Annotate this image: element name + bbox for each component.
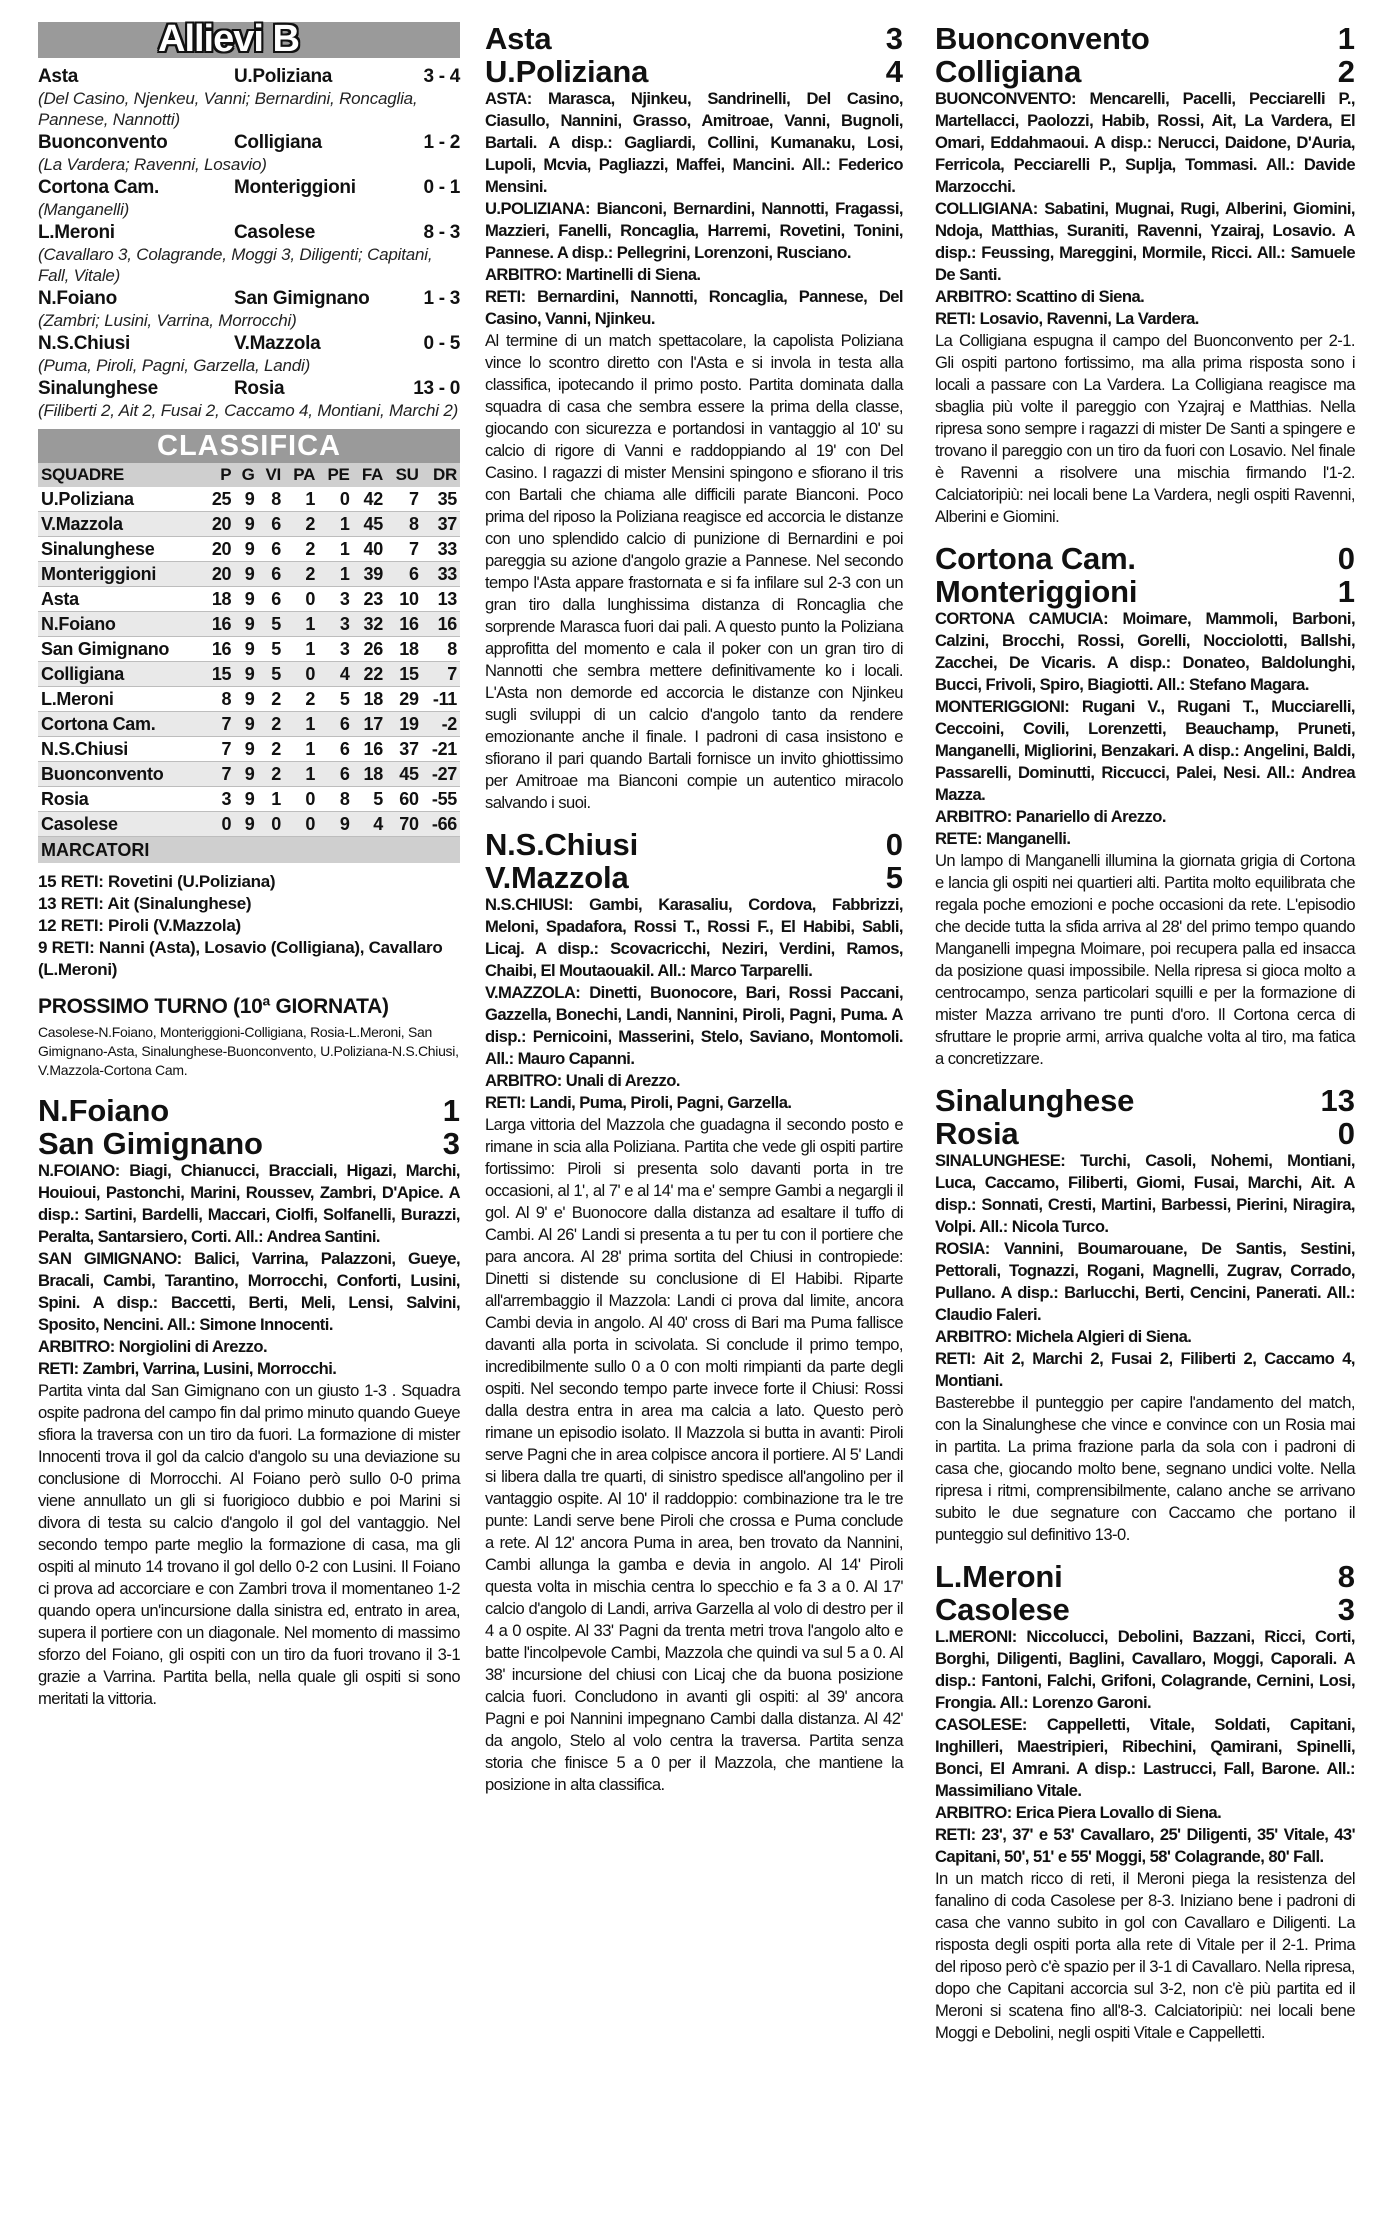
table-cell: 18	[203, 587, 234, 612]
classifica-header-row	[38, 463, 460, 487]
table-cell: 0	[284, 662, 318, 687]
prossimo-turno-text: Casolese-N.Foiano, Monteriggioni-Colligiana, Rosia-L.Meroni, San Gimignano-Asta, Sinalunghese-Buonconvento, U.Poliziana-N.S.Chiusi, V.Mazzola-Cortona Cam.	[38, 1024, 459, 1078]
table-row	[38, 787, 460, 812]
col3-matches	[935, 22, 1355, 2044]
table-cell: L.Meroni	[38, 687, 203, 712]
table-cell: 0	[258, 812, 284, 837]
match-away-team: U.Poliziana	[485, 54, 649, 89]
match-text: Un lampo di Manganelli illumina la giornata grigia di Cortona e lancia gli ospiti nei quartieri alti. Partita molto equilibrata che regala poche emozioni e poche occasioni da rete. L'episodio che decide tutta la sfida arriva al 28' del primo tempo quando Manganelli impegna Moimare, poi recupera palla ed insacca da posizione quasi impossibile. Nella ripresa si gioca molto a centrocampo, senza particolari squilli e per la formazione di mister Mazza arrivano tre punti d'oro. Il Cortona cerca di sfruttare le proprie armi, arriva qualche volta al tiro, ma fatica a concretizzare.	[935, 851, 1355, 1068]
match-home-row	[485, 828, 903, 861]
match-home-team: Asta	[485, 21, 552, 56]
table-cell: 1	[318, 562, 353, 587]
table-row	[38, 612, 460, 637]
marcatori-item: 12 RETI: Piroli (V.Mazzola)	[38, 916, 241, 935]
classifica-header-cell: SU	[386, 463, 422, 487]
table-cell: 6	[258, 512, 284, 537]
match-lineup: N.FOIANO: Biagi, Chianucci, Bracciali, Higazi, Marchi, Houioui, Pastonchi, Marini, Roussev, Zambri, D'Apice. A disp.: Sartini, Bardelli, Maccari, Ciolfi, Solfanelli, Burazzi, Peralta, Santarsiero, Corti. All.: Andrea Santini.	[38, 1161, 460, 1246]
table-cell: 20	[203, 537, 234, 562]
match-lineup: V.MAZZOLA: Dinetti, Buonocore, Bari, Rossi Paccani, Gazzella, Bonechi, Landi, Nannini, Piroli, Pagni, Puma. A disp.: Pernicoini, Masserini, Stelo, Saviano, Montomoli. All.: Mauro Capanni.	[485, 983, 903, 1068]
section-header	[38, 18, 460, 60]
table-cell: 2	[284, 512, 318, 537]
table-cell: 15	[386, 662, 422, 687]
match-text: Larga vittoria del Mazzola che guadagna il secondo posto e rimane in scia alla Poliziana. Partita che vede gli ospiti partire fortissimo: Piroli si presenta solo davanti porta in tre occasioni, al 1', al 7' e al 14' ma e' sempre Gambi a negargli il gol. Al 9' e' Buonocore dalla distanza ad esaltare il tuffo di Cambi. Al 26' Landi si presenta a tu per tu con il portiere che para ancora. Al 28' prima sortita del Chiusi in contropiede: Dinetti si distende su conclusione di El Habibi. Riparte all'arrembaggio il Mazzola: Landi ci prova dal limite, ancora Cambi devia in angolo. Al 40' cross di Bari ma Puma fallisce davanti alla porta in scivolata. Si conclude il primo tempo, incredibilmente sullo 0 a 0 con molti rimpianti da parte degli ospiti. Nel secondo tempo parte invece forte il Chiusi: Rossi dalla destra entra in area ma calcia a lato. Questo però rimane un episodio isolato. Il Mazzola si butta in avanti: Piroli serve Pagni che in area colpisce ancora il portiere. Al 5' Landi si libera dalla tre quarti, di sinistro spedisce all'angolino per il vantaggio ospite. Al 10' il raddoppio: combinazione tra le tre punte: Landi serve bene Piroli che crossa e Puma conclude a rete. Al 12' ancora Puma in area, ben trovato da Nannini, Cambi allunga la gamba e devia in angolo. Al 14' Piroli questa volta in mischia centra lo specchio e fa 3 a 0. Al 17' calcio d'angolo di Landi, arriva Garzella al volo di destro per il 4 a 0 ospite. Al 33' Pagni da trenta metri trova l'angolo alto e batte l'incolpevole Cambi, Mazzola che quindi va sul 5 a 0. Al 38' incursione del chiusi con Licaj che da buona posizione calcia fuori. Concludono in avanti gli ospiti: al 39' ancora Pagni e poi Nannini impegnano Cambi dalla distanza. Al 42' da angolo, Stelo al volo centra la traversa. Partita senza storia che finisce 5 a 0 per il Mazzola, che mantiene la posizione in alta classifica.	[485, 1115, 903, 1794]
classifica-header-cell: P	[203, 463, 234, 487]
match-away-row	[935, 575, 1355, 608]
classifica-header-cell: SQUADRE	[38, 463, 203, 487]
match-home-score: 1	[1337, 21, 1355, 56]
classifica-title: CLASSIFICA	[38, 429, 460, 463]
match-lineup: U.POLIZIANA: Bianconi, Bernardini, Nannotti, Fragassi, Mazzieri, Fanelli, Roncaglia, Harremi, Rovetini, Tonini, Pannese. A disp.: Pellegrini, Lorenzoni, Rusciano.	[485, 199, 903, 262]
marcatori-title: MARCATORI	[38, 837, 460, 863]
match-report	[935, 22, 1355, 528]
table-cell: 25	[203, 487, 234, 512]
table-cell: 6	[386, 562, 422, 587]
match-away-team: V.Mazzola	[485, 860, 629, 895]
match-away-row	[485, 861, 903, 894]
table-row	[38, 812, 460, 837]
match-lineup: ARBITRO: Michela Algieri di Siena.	[935, 1327, 1192, 1346]
match-home-row	[485, 22, 903, 55]
match-home-score: 0	[1337, 541, 1355, 576]
table-cell: 1	[318, 512, 353, 537]
table-cell: 0	[203, 812, 234, 837]
match-lineup: ROSIA: Vannini, Boumarouane, De Santis, Sestini, Pettorali, Tognazzi, Rogani, Magnelli, Zugrav, Corrado, Pullano. A disp.: Barlucchi, Berti, Cencini, Panerati. All.: Claudio Faleri.	[935, 1239, 1355, 1324]
result-away: Monteriggioni	[234, 177, 356, 198]
match-lineup: RETI: Ait 2, Marchi 2, Fusai 2, Filiberti 2, Caccamo 4, Montiani.	[935, 1349, 1355, 1390]
result-home: N.Foiano	[38, 288, 117, 309]
match-text: La Colligiana espugna il campo del Buonconvento per 2-1. Gli ospiti partono fortissimo, ma alla prima risposta sono i locali a passare con La Vardera. La Colligiana reagisce ma sbaglia più volte il pareggio con Yzajraj e Matthias. Nella ripresa sono sempre i ragazzi di mister De Santi a spingere e trovano il pareggio con un tiro da fuori con Losavio. Nel finale è Ravenni a risolvere una mischia firmando l'1-2. Calciatoripiù: nei locali bene La Vardera, negli ospiti Ravenni, Alberini e Giomini.	[935, 331, 1355, 526]
table-cell: 23	[353, 587, 386, 612]
table-cell: 6	[258, 562, 284, 587]
table-cell: 9	[234, 612, 257, 637]
table-cell: 5	[258, 637, 284, 662]
results-list	[38, 66, 460, 421]
table-cell: 9	[234, 687, 257, 712]
table-cell: 19	[386, 712, 422, 737]
result-score: 0 - 1	[423, 177, 460, 198]
match-text: Al termine di un match spettacolare, la capolista Poliziana vince lo scontro diretto con l'Asta e si invola in testa alla classifica, ipotecando il primo posto. Partita dominata dalla squadra di casa che sembra essere la prima della classe, giocando con sicurezza e portandosi in vantaggio al 10' su calcio di rigore di Vanni e raddoppiando al 19' con Del Casino. I ragazzi di mister Mensini spingono e sfiorano il tris con Bartali che chiama alle difficili parate Bianconi. Poco prima del riposo la Poliziana reagisce ed accorcia le distanze con uno splendido calcio di punizione di Bernardini e poi pareggia su azione d'angolo grazie a Pannese. Nel secondo tempo l'Asta appare frastornata e si fa infilare sul 2-3 con un gran tiro dalla lunghissima distanza di Roncaglia che sorprende Marasca fuori dai pali. A questo punto la Poliziana approfitta del momento e cala il poker con un gran tiro di Nannotti che sembra mettere definitivamente ko i locali. L'Asta non demorde ed accorcia le distanze con Njinkeu sugli sviluppi di un calcio d'angolo tanto da rendere emozionante anche il finale. I padroni di casa insistono e sfiorano il pari quando Bartali fornisce un invito ghiottissimo per Amitroae ma Bianconi compie un autentico miracolo salvando i suoi.	[485, 331, 903, 812]
table-cell: 3	[318, 587, 353, 612]
table-row	[38, 712, 460, 737]
table-cell: 35	[422, 487, 460, 512]
table-cell: 15	[203, 662, 234, 687]
table-cell: 18	[386, 637, 422, 662]
table-cell: 37	[386, 737, 422, 762]
table-cell: 22	[353, 662, 386, 687]
marcatori-item: 9 RETI: Nanni (Asta), Losavio (Colligiana), Cavallaro (L.Meroni)	[38, 938, 443, 979]
section-title: Allievi B	[158, 18, 299, 60]
match-lineup: RETI: Zambri, Varrina, Lusini, Morrocchi.	[38, 1359, 337, 1378]
match-report	[485, 22, 903, 814]
result-score: 1 - 2	[423, 132, 460, 153]
table-cell: Buonconvento	[38, 762, 203, 787]
match-home-team: N.Foiano	[38, 1093, 169, 1128]
table-cell: 0	[318, 487, 353, 512]
table-cell: 9	[234, 812, 257, 837]
table-cell: 5	[258, 662, 284, 687]
table-row	[38, 487, 460, 512]
table-cell: -66	[422, 812, 460, 837]
table-cell: -21	[422, 737, 460, 762]
table-cell: 8	[422, 637, 460, 662]
result-row	[38, 132, 460, 154]
match-away-team: Casolese	[935, 1592, 1070, 1627]
table-cell: 9	[234, 562, 257, 587]
match-report	[935, 542, 1355, 1070]
match-away-team: Colligiana	[935, 54, 1082, 89]
table-cell: 9	[234, 487, 257, 512]
result-home: Cortona Cam.	[38, 177, 159, 198]
table-cell: Colligiana	[38, 662, 203, 687]
table-cell: 1	[284, 487, 318, 512]
classifica-header-cell: FA	[353, 463, 386, 487]
table-cell: 9	[234, 537, 257, 562]
match-lineup: ARBITRO: Panariello di Arezzo.	[935, 807, 1166, 826]
match-home-row	[935, 1084, 1355, 1117]
table-cell: 9	[234, 712, 257, 737]
prossimo-turno-title: PROSSIMO TURNO (10ª GIORNATA)	[38, 995, 389, 1018]
table-cell: 42	[353, 487, 386, 512]
table-cell: 16	[203, 612, 234, 637]
table-row	[38, 737, 460, 762]
table-cell: N.Foiano	[38, 612, 203, 637]
table-cell: San Gimignano	[38, 637, 203, 662]
result-scorers: (Zambri; Lusini, Varrina, Morrocchi)	[38, 311, 297, 330]
table-cell: 7	[422, 662, 460, 687]
match-home-score: 13	[1320, 1083, 1355, 1118]
table-cell: 33	[422, 562, 460, 587]
match-text: In un match ricco di reti, il Meroni piega la resistenza del fanalino di coda Casolese per 8-3. Iniziano bene i padroni di casa che vanno subito in gol con Cavallaro e Diligenti. La risposta degli ospiti porta alla rete di Vitale per il 2-1. Prima del riposo però c'è spazio per il 3-1 di Cavallaro. Nella ripresa, dopo che Capitani accorcia sul 3-2, non c'è più partita ed il Meroni si scatena fino all'8-3. Calciatoripiù: nei locali bene Moggi e Debolini, negli ospiti Vitale e Cappelletti.	[935, 1869, 1355, 2042]
table-row	[38, 587, 460, 612]
match-lineup: L.MERONI: Niccolucci, Debolini, Bazzani, Ricci, Corti, Borghi, Diligenti, Baglini, Cavallaro, Moggi, Caporali. A disp.: Fantoni, Falchi, Grifoni, Colagrande, Cernini, Losi, Frongia. All.: Lorenzo Garoni.	[935, 1627, 1355, 1712]
table-cell: 40	[353, 537, 386, 562]
match-lineup: SINALUNGHESE: Turchi, Casoli, Nohemi, Montiani, Luca, Caccamo, Filiberti, Giomi, Fusai, Marchi, Ait. A disp.: Sonnati, Cresti, Martini, Barbessi, Pierini, Niragira, Volpi. All.: Nicola Turco.	[935, 1151, 1355, 1236]
match-report	[38, 1094, 460, 1710]
column-left	[38, 18, 460, 1710]
match-lineup: ARBITRO: Unali di Arezzo.	[485, 1071, 680, 1090]
match-lineup: MONTERIGGIONI: Rugani V., Rugani T., Mucciarelli, Ceccoini, Covili, Lorenzetti, Beauchamp, Pruneti, Manganelli, Migliorini, Benzakari. A disp.: Angelini, Baldi, Passarelli, Dominutti, Riccucci, Palei, Nesi. All.: Andrea Mazza.	[935, 697, 1355, 804]
match-home-row	[935, 542, 1355, 575]
table-cell: 8	[386, 512, 422, 537]
table-cell: 33	[422, 537, 460, 562]
table-cell: 9	[234, 662, 257, 687]
match-home-team: Buonconvento	[935, 21, 1150, 56]
table-cell: 1	[318, 537, 353, 562]
table-cell: 26	[353, 637, 386, 662]
table-cell: 10	[386, 587, 422, 612]
match-away-row	[935, 1117, 1355, 1150]
match-report	[935, 1560, 1355, 2044]
result-scorers: (La Vardera; Ravenni, Losavio)	[38, 155, 267, 174]
table-cell: 8	[203, 687, 234, 712]
result-score: 0 - 5	[423, 333, 460, 354]
table-cell: 9	[318, 812, 353, 837]
table-cell: 8	[258, 487, 284, 512]
match-home-score: 1	[442, 1093, 460, 1128]
result-home: L.Meroni	[38, 222, 115, 243]
classifica-header-cell: G	[234, 463, 257, 487]
table-cell: 6	[318, 712, 353, 737]
match-text: Partita vinta dal San Gimignano con un giusto 1-3 . Squadra ospite padrona del campo fin dal primo minuto quando Gueye sfiora la traversa con un tiro da fuori. La formazione di mister Innocenti trova il gol da calcio d'angolo su una deviazione su conclusione di Morrocchi. Al Foiano però sullo 0-0 prima viene annullato un gli si fuorigioco dubbio e poi Marini si divora di testa su calcio d'angolo il gol del vantaggio. Nel secondo tempo parte meglio la formazione di casa, ma gli ospiti al minuto 14 trovano il gol dello 0-2 con Lusini. Il Foiano ci prova ad accorciare e con Zambri trova il momentaneo 1-2 quando opera un'incursione dalla sinistra ed, entrato in area, supera il portiere con un diagonale. Nel momento di massimo sforzo del Foiano, gli ospiti con un tiro da fuori trovano il 3-1 grazie a Varrina. Partita bella, nella quale gli ospiti si sono meritati la vittoria.	[38, 1381, 460, 1708]
col2-matches	[485, 22, 903, 1796]
table-cell: 9	[234, 762, 257, 787]
match-lineup: RETI: Landi, Puma, Piroli, Pagni, Garzella.	[485, 1093, 792, 1112]
table-row	[38, 762, 460, 787]
result-row	[38, 378, 460, 400]
match-away-team: Rosia	[935, 1116, 1019, 1151]
table-row	[38, 662, 460, 687]
table-cell: 9	[234, 512, 257, 537]
table-cell: N.S.Chiusi	[38, 737, 203, 762]
result-away: V.Mazzola	[234, 333, 321, 354]
match-away-row	[935, 55, 1355, 88]
table-cell: 1	[284, 612, 318, 637]
result-score: 8 - 3	[423, 222, 460, 243]
table-cell: 6	[258, 587, 284, 612]
result-scorers: (Del Casino, Njenkeu, Vanni; Bernardini, Roncaglia, Pannese, Nannotti)	[38, 89, 418, 129]
table-cell: -11	[422, 687, 460, 712]
table-cell: 2	[284, 562, 318, 587]
table-cell: 18	[353, 762, 386, 787]
match-lineup: ARBITRO: Erica Piera Lovallo di Siena.	[935, 1803, 1222, 1822]
table-cell: 7	[203, 737, 234, 762]
match-lineup: ARBITRO: Martinelli di Siena.	[485, 265, 701, 284]
classifica-table	[38, 463, 460, 837]
table-cell: 60	[386, 787, 422, 812]
column-right	[935, 22, 1355, 2044]
col1-matches	[38, 1094, 460, 1710]
result-scorers: (Puma, Piroli, Pagni, Garzella, Landi)	[38, 356, 311, 375]
match-away-score: 3	[442, 1126, 460, 1161]
result-row	[38, 222, 460, 244]
table-cell: 16	[353, 737, 386, 762]
table-cell: Monteriggioni	[38, 562, 203, 587]
table-cell: -2	[422, 712, 460, 737]
table-cell: V.Mazzola	[38, 512, 203, 537]
table-cell: 5	[318, 687, 353, 712]
table-row	[38, 512, 460, 537]
table-cell: 9	[234, 737, 257, 762]
match-away-row	[38, 1127, 460, 1160]
marcatori-item: 13 RETI: Ait (Sinalunghese)	[38, 894, 252, 913]
table-cell: 70	[386, 812, 422, 837]
match-lineup: CASOLESE: Cappelletti, Vitale, Soldati, Capitani, Inghilleri, Maestripieri, Ribechini, Qamirani, Spinelli, Bonci, El Amrani. A disp.: Lastrucci, Fall, Barone. All.: Massimiliano Vitale.	[935, 1715, 1355, 1800]
table-cell: 2	[258, 762, 284, 787]
table-row	[38, 687, 460, 712]
column-middle	[485, 22, 903, 1796]
table-cell: 29	[386, 687, 422, 712]
table-cell: U.Poliziana	[38, 487, 203, 512]
table-cell: 4	[353, 812, 386, 837]
table-cell: 2	[258, 687, 284, 712]
match-away-row	[935, 1593, 1355, 1626]
table-cell: 17	[353, 712, 386, 737]
result-scorers: (Manganelli)	[38, 200, 130, 219]
table-cell: 6	[318, 737, 353, 762]
match-lineup: RETI: 23', 37' e 53' Cavallaro, 25' Diligenti, 35' Vitale, 43' Capitani, 50', 51' e 55' Moggi, 58' Colagrande, 80' Fall.	[935, 1825, 1355, 1866]
match-away-score: 1	[1337, 574, 1355, 609]
table-cell: 2	[284, 537, 318, 562]
match-lineup: RETI: Losavio, Ravenni, La Vardera.	[935, 309, 1199, 328]
match-lineup: BUONCONVENTO: Mencarelli, Pacelli, Pecciarelli P., Martellacci, Paolozzi, Habib, Rossi, Ait, La Vardera, El Omari, Eddahmaoui. A disp.: Nerucci, Daidone, D'Auria, Ferricola, Pecciarelli P., Suplja, Tommasi. All.: Davide Marzocchi.	[935, 89, 1355, 196]
match-away-score: 5	[885, 860, 903, 895]
table-cell: 3	[318, 637, 353, 662]
result-row	[38, 333, 460, 355]
match-lineup: ARBITRO: Scattino di Siena.	[935, 287, 1145, 306]
table-row	[38, 637, 460, 662]
match-away-team: San Gimignano	[38, 1126, 263, 1161]
match-lineup: ARBITRO: Norgiolini di Arezzo.	[38, 1337, 268, 1356]
table-row	[38, 537, 460, 562]
table-cell: 16	[386, 612, 422, 637]
table-cell: 5	[258, 612, 284, 637]
match-lineup: SAN GIMIGNANO: Balici, Varrina, Palazzoni, Gueye, Bracali, Cambi, Tarantino, Morrocchi, Conforti, Lusini, Spini. A disp.: Baccetti, Berti, Meli, Lensi, Salvini, Sposito, Nencini. All.: Simone Innocenti.	[38, 1249, 460, 1334]
table-cell: 3	[203, 787, 234, 812]
table-cell: 4	[318, 662, 353, 687]
table-cell: 32	[353, 612, 386, 637]
result-home: Asta	[38, 66, 78, 87]
result-row	[38, 288, 460, 310]
classifica-header-cell: DR	[422, 463, 460, 487]
result-home: Buonconvento	[38, 132, 168, 153]
table-cell: 9	[234, 587, 257, 612]
match-text: Basterebbe il punteggio per capire l'andamento del match, con la Sinalunghese che vince e convince con un Rosia mai in partita. La prima frazione parla da sola con i padroni di casa che, giocando molto bene, segnano undici volte. Nella ripresa i ritmi, comprensibilmente, calano anche se arrivano subito le due segnature con Caccamo che portano il punteggio sul definitivo 13-0.	[935, 1393, 1355, 1544]
match-home-team: N.S.Chiusi	[485, 827, 639, 862]
table-cell: Rosia	[38, 787, 203, 812]
table-cell: 18	[353, 687, 386, 712]
table-cell: 9	[234, 787, 257, 812]
table-cell: 45	[353, 512, 386, 537]
match-lineup: RETE: Manganelli.	[935, 829, 1071, 848]
match-home-team: L.Meroni	[935, 1559, 1063, 1594]
table-row	[38, 562, 460, 587]
match-home-score: 8	[1337, 1559, 1355, 1594]
match-away-row	[485, 55, 903, 88]
table-cell: 1	[258, 787, 284, 812]
table-cell: 0	[284, 812, 318, 837]
result-home: N.S.Chiusi	[38, 333, 131, 354]
match-home-row	[935, 1560, 1355, 1593]
result-away: San Gimignano	[234, 288, 370, 309]
match-report	[935, 1084, 1355, 1546]
match-lineup: COLLIGIANA: Sabatini, Mugnai, Rugi, Alberini, Giomini, Ndoja, Matthias, Suraniti, Ravenni, Yzairaj, Losavio. A disp.: Feussing, Mareggini, Mormile, Ricci. All.: Samuele De Santi.	[935, 199, 1355, 284]
result-score: 13 - 0	[413, 378, 460, 399]
table-cell: 16	[422, 612, 460, 637]
match-lineup: CORTONA CAMUCIA: Moimare, Mammoli, Barboni, Calzini, Brocchi, Rossi, Gorelli, Nocciolotti, Ballshi, Zacchei, De Vicaris. A disp.: Donateo, Baldolunghi, Bucci, Frivoli, Spiro, Biagiotti. All.: Stefano Magara.	[935, 609, 1355, 694]
match-away-score: 2	[1337, 54, 1355, 89]
match-home-score: 0	[885, 827, 903, 862]
table-cell: 1	[284, 762, 318, 787]
table-cell: 0	[284, 587, 318, 612]
result-row	[38, 177, 460, 199]
classifica-header-cell: PE	[318, 463, 353, 487]
table-cell: 7	[203, 762, 234, 787]
match-home-team: Cortona Cam.	[935, 541, 1136, 576]
result-row	[38, 66, 460, 88]
table-cell: 2	[258, 712, 284, 737]
table-cell: 13	[422, 587, 460, 612]
table-cell: 5	[353, 787, 386, 812]
match-home-team: Sinalunghese	[935, 1083, 1135, 1118]
table-cell: 0	[284, 787, 318, 812]
marcatori-list	[38, 871, 460, 981]
table-cell: 1	[284, 737, 318, 762]
table-cell: 6	[318, 762, 353, 787]
table-cell: 9	[234, 637, 257, 662]
table-cell: 2	[284, 687, 318, 712]
table-cell: 8	[318, 787, 353, 812]
match-lineup: RETI: Bernardini, Nannotti, Roncaglia, Pannese, Del Casino, Vanni, Njinkeu.	[485, 287, 903, 328]
table-cell: Cortona Cam.	[38, 712, 203, 737]
result-away: U.Poliziana	[234, 66, 333, 87]
result-scorers: (Cavallaro 3, Colagrande, Moggi 3, Diligenti; Capitani, Fall, Vitale)	[38, 245, 433, 285]
table-cell: 16	[203, 637, 234, 662]
table-cell: 39	[353, 562, 386, 587]
table-cell: 7	[203, 712, 234, 737]
match-away-score: 3	[1337, 1592, 1355, 1627]
result-home: Sinalunghese	[38, 378, 158, 399]
match-report	[485, 828, 903, 1796]
table-cell: -27	[422, 762, 460, 787]
match-home-row	[38, 1094, 460, 1127]
match-lineup: ASTA: Marasca, Njinkeu, Sandrinelli, Del Casino, Ciasullo, Nannini, Grasso, Amitroae, Vanni, Bugnoli, Bartali. A disp.: Gagliardi, Collini, Kumanaku, Losi, Lupoli, Mcvia, Pagliazzi, Maffei, Mancini. All.: Federico Mensini.	[485, 89, 903, 196]
match-away-score: 0	[1337, 1116, 1355, 1151]
match-lineup: N.S.CHIUSI: Gambi, Karasaliu, Cordova, Fabbrizzi, Meloni, Spadafora, Rossi T., Rossi F., El Habibi, Sabli, Licaj. A disp.: Scovacricchi, Neziri, Verdini, Ramos, Chaibi, El Moutaouakil. All.: Marco Tarparelli.	[485, 895, 903, 980]
table-cell: 20	[203, 512, 234, 537]
table-cell: 37	[422, 512, 460, 537]
classifica-header-cell: PA	[284, 463, 318, 487]
table-cell: 1	[284, 712, 318, 737]
marcatori-item: 15 RETI: Rovetini (U.Poliziana)	[38, 872, 276, 891]
table-cell: Asta	[38, 587, 203, 612]
table-cell: 45	[386, 762, 422, 787]
match-home-score: 3	[885, 21, 903, 56]
table-cell: 1	[284, 637, 318, 662]
match-home-row	[935, 22, 1355, 55]
result-away: Colligiana	[234, 132, 322, 153]
table-cell: Casolese	[38, 812, 203, 837]
result-score: 1 - 3	[423, 288, 460, 309]
table-cell: Sinalunghese	[38, 537, 203, 562]
result-scorers: (Filiberti 2, Ait 2, Fusai 2, Caccamo 4, Montiani, Marchi 2)	[38, 401, 459, 420]
table-cell: 2	[258, 737, 284, 762]
result-away: Casolese	[234, 222, 316, 243]
result-away: Rosia	[234, 378, 285, 399]
table-cell: -55	[422, 787, 460, 812]
match-away-score: 4	[885, 54, 903, 89]
table-cell: 6	[258, 537, 284, 562]
classifica-header-cell: VI	[258, 463, 284, 487]
table-cell: 7	[386, 537, 422, 562]
match-away-team: Monteriggioni	[935, 574, 1138, 609]
table-cell: 3	[318, 612, 353, 637]
table-cell: 20	[203, 562, 234, 587]
table-cell: 7	[386, 487, 422, 512]
result-score: 3 - 4	[423, 66, 460, 87]
